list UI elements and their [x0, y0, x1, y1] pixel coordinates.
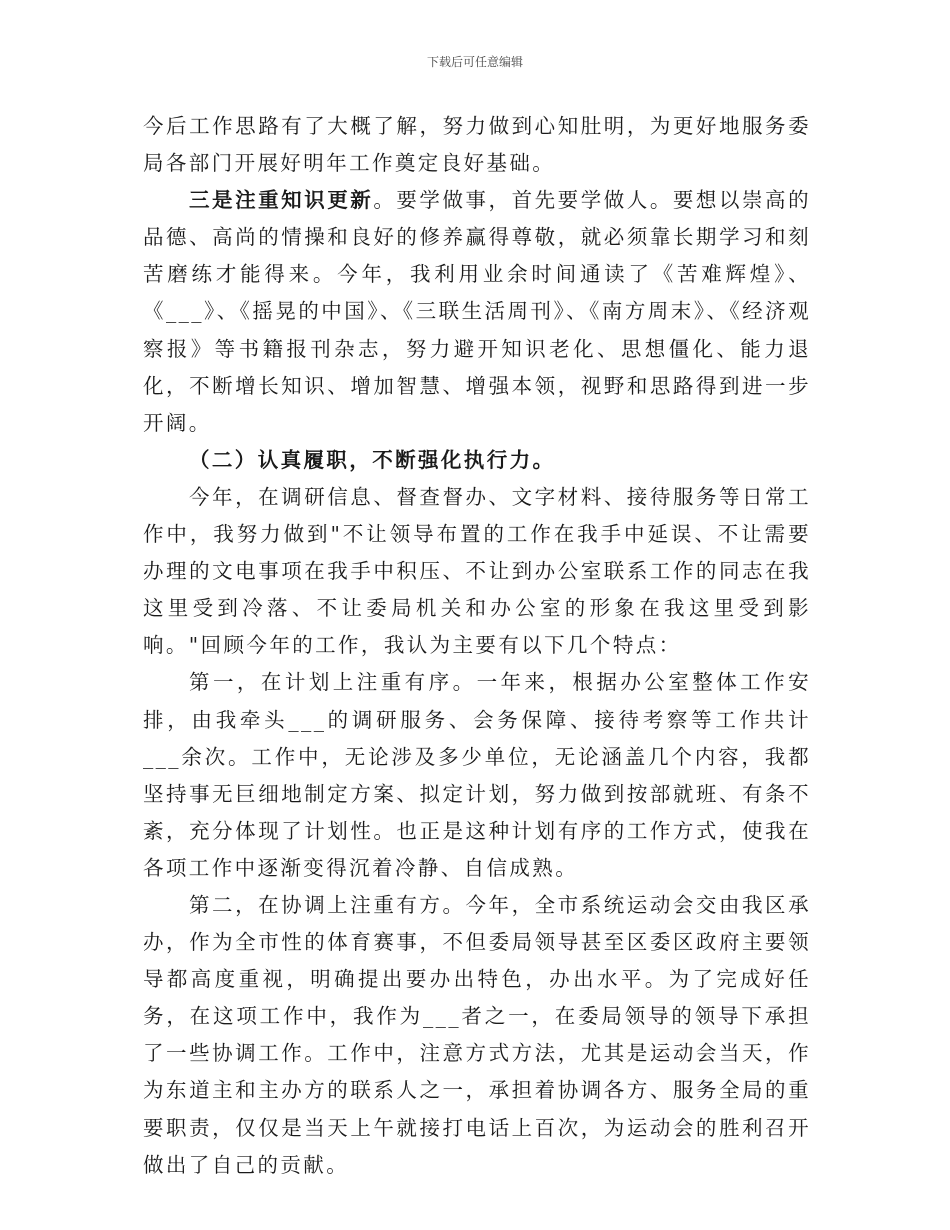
document-body: [143, 108, 811, 1184]
paragraph-continuation: 今后工作思路有了大概了解，努力做到心知肚明，为更好地服务委局各部门开展好明年工作奠定良好基础。: [143, 114, 811, 176]
paragraph-knowledge-update: [143, 182, 811, 442]
section-heading: （二）认真履职，不断强化执行力。: [189, 447, 556, 472]
paragraph-lead-bold: 三是注重知识更新: [189, 188, 374, 213]
paragraph-second-point: 第二，在协调上注重有方。今年，全市系统运动会交由我区承办，作为全市性的体育赛事，不但委局领导甚至区委区政府主要领导都高度重视，明确提出要办出特色，办出水平。为了完成好任务，在这项工作中，我作为___者之一，在委局领导的领导下承担了一些协调工作。工作中，注意方式方法，尤其是运动会当天，作为东道主和主办方的联系人之一，承担着协调各方、服务全局的重要职责，仅仅是当天上午就接打电话上百次，为运动会的胜利召开做出了自己的贡献。: [143, 892, 811, 1177]
page-header: 下载后可任意编辑: [426, 55, 523, 69]
paragraph-text: 。要学做事，首先要学做人。要想以崇高的品德、高尚的情操和良好的修养赢得尊敬，就必须靠长期学习和刻苦磨练才能得来。今年，我利用业余时间通读了《苦难辉煌》、《___》、《摇晃的中国》、《三联生活周刊》、《南方周末》、《经济观察报》等书籍报刊杂志，努力避开知识老化、思想僵化、能力退化，不断增长知识、增加智慧、增强本领，视野和思路得到进一步开阔。: [143, 188, 811, 435]
paragraph-first-point: 第一，在计划上注重有序。一年来，根据办公室整体工作安排，由我牵头___的调研服务、会务保障、接待考察等工作共计___余次。工作中，无论涉及多少单位，无论涵盖几个内容，我都坚持事无巨细地制定方案、拟定计划，努力做到按部就班、有条不紊，充分体现了计划性。也正是这种计划有序的工作方式，使我在各项工作中逐渐变得沉着冷静、自信成熟。: [143, 670, 811, 880]
paragraph-daily-work: 今年，在调研信息、督查督办、文字材料、接待服务等日常工作中，我努力做到"不让领导布置的工作在我手中延误、不让需要办理的文电事项在我手中积压、不让到办公室联系工作的同志在我这里受到冷落、不让委局机关和办公室的形象在我这里受到影响。"回顾今年的工作，我认为主要有以下几个特点：: [143, 484, 811, 658]
